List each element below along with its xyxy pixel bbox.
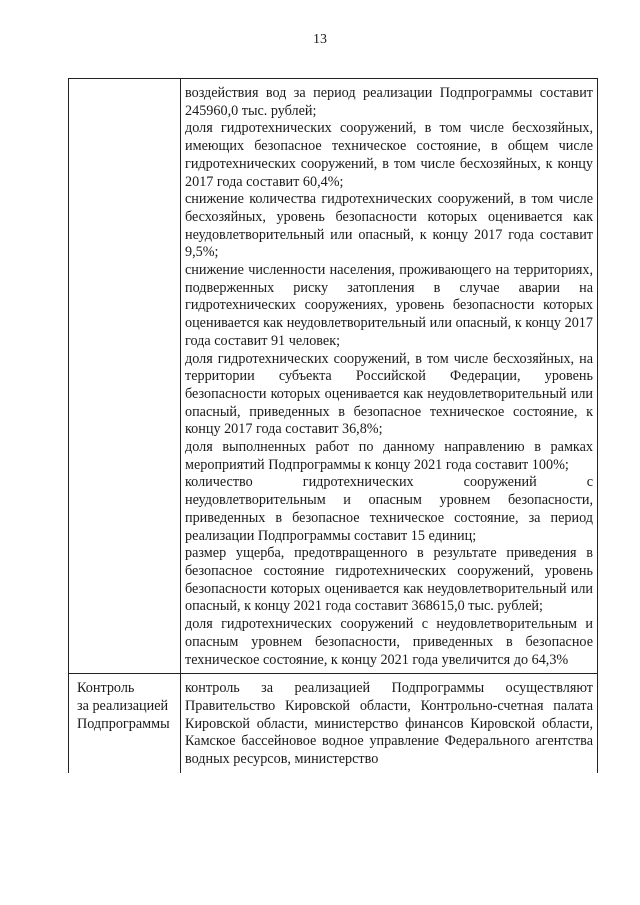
paragraph: доля гидротехнических сооружений, в том числе бесхозяйных, имеющих безопасное техническое состояние, в общем числе гидротехнических сооружений, в том числе бесхозяйных, к концу 2017 года составит 60,4%; xyxy=(185,120,593,190)
paragraph: доля гидротехнических сооружений, в том числе бесхозяйных, на территории субъекта Российской Федерации, уровень безопасности которых оценивается как неудовлетворительный или опасный, приведенных в безопасное техническое состояние, к концу 2017 года составит 36,8%; xyxy=(185,350,593,438)
paragraph: количество гидротехнических сооружений с неудовлетворительным и опасным уровнем безопасности, приведенных в безопасное техническое состояние, за период реализации Подпрограммы составит 15 единиц; xyxy=(185,474,593,544)
paragraph: контроль за реализацией Подпрограммы осуществляют Правительство Кировской области, Контрольно-счетная палата Кировской области, министерство финансов Кировской области, Камское бассейновое водное управление Федерального агентства водных ресурсов, министерство xyxy=(185,680,593,768)
paragraph: размер ущерба, предотвращенного в результате приведения в безопасное состояние гидротехнических сооружений, уровень безопасности которых оценивается как неудовлетворительный или опасный, к концу 2021 года составит 368615,0 тыс. рублей; xyxy=(185,545,593,615)
paragraph: доля выполненных работ по данному направлению в рамках мероприятий Подпрограммы к концу 2021 года составит 100%; xyxy=(185,439,593,473)
row-label-line: за реализацией xyxy=(77,697,169,714)
paragraph: воздействия вод за период реализации Подпрограммы составит 245960,0 тыс. рублей; xyxy=(185,85,593,119)
passport-table xyxy=(68,78,598,773)
paragraph: доля гидротехнических сооружений с неудовлетворительным и опасным уровнем безопасности, приведенных в безопасное техническое состояние, к концу 2021 года увеличится до 64,3% xyxy=(185,616,593,668)
row-label-cell xyxy=(69,79,181,674)
row-label-line: Подпрограммы xyxy=(77,715,170,732)
row-content-cell xyxy=(181,79,598,674)
row-content-cell xyxy=(181,674,598,773)
row-label-cell xyxy=(69,674,181,773)
page-number: 13 xyxy=(313,32,327,47)
table-row xyxy=(69,79,598,674)
paragraph: снижение количества гидротехнических сооружений, в том числе бесхозяйных, уровень безопасности которых оценивается как неудовлетворительный или опасный, к концу 2017 года составит 9,5%; xyxy=(185,191,593,261)
row-label-line: Контроль xyxy=(77,680,135,697)
table-row xyxy=(69,674,598,773)
paragraph: снижение численности населения, проживающего на территориях, подверженных риску затопления в случае аварии на гидротехнических сооружениях, уровень безопасности которых оценивается как неудовлетворительный или опасный, к концу 2017 года составит 91 человек; xyxy=(185,262,593,349)
